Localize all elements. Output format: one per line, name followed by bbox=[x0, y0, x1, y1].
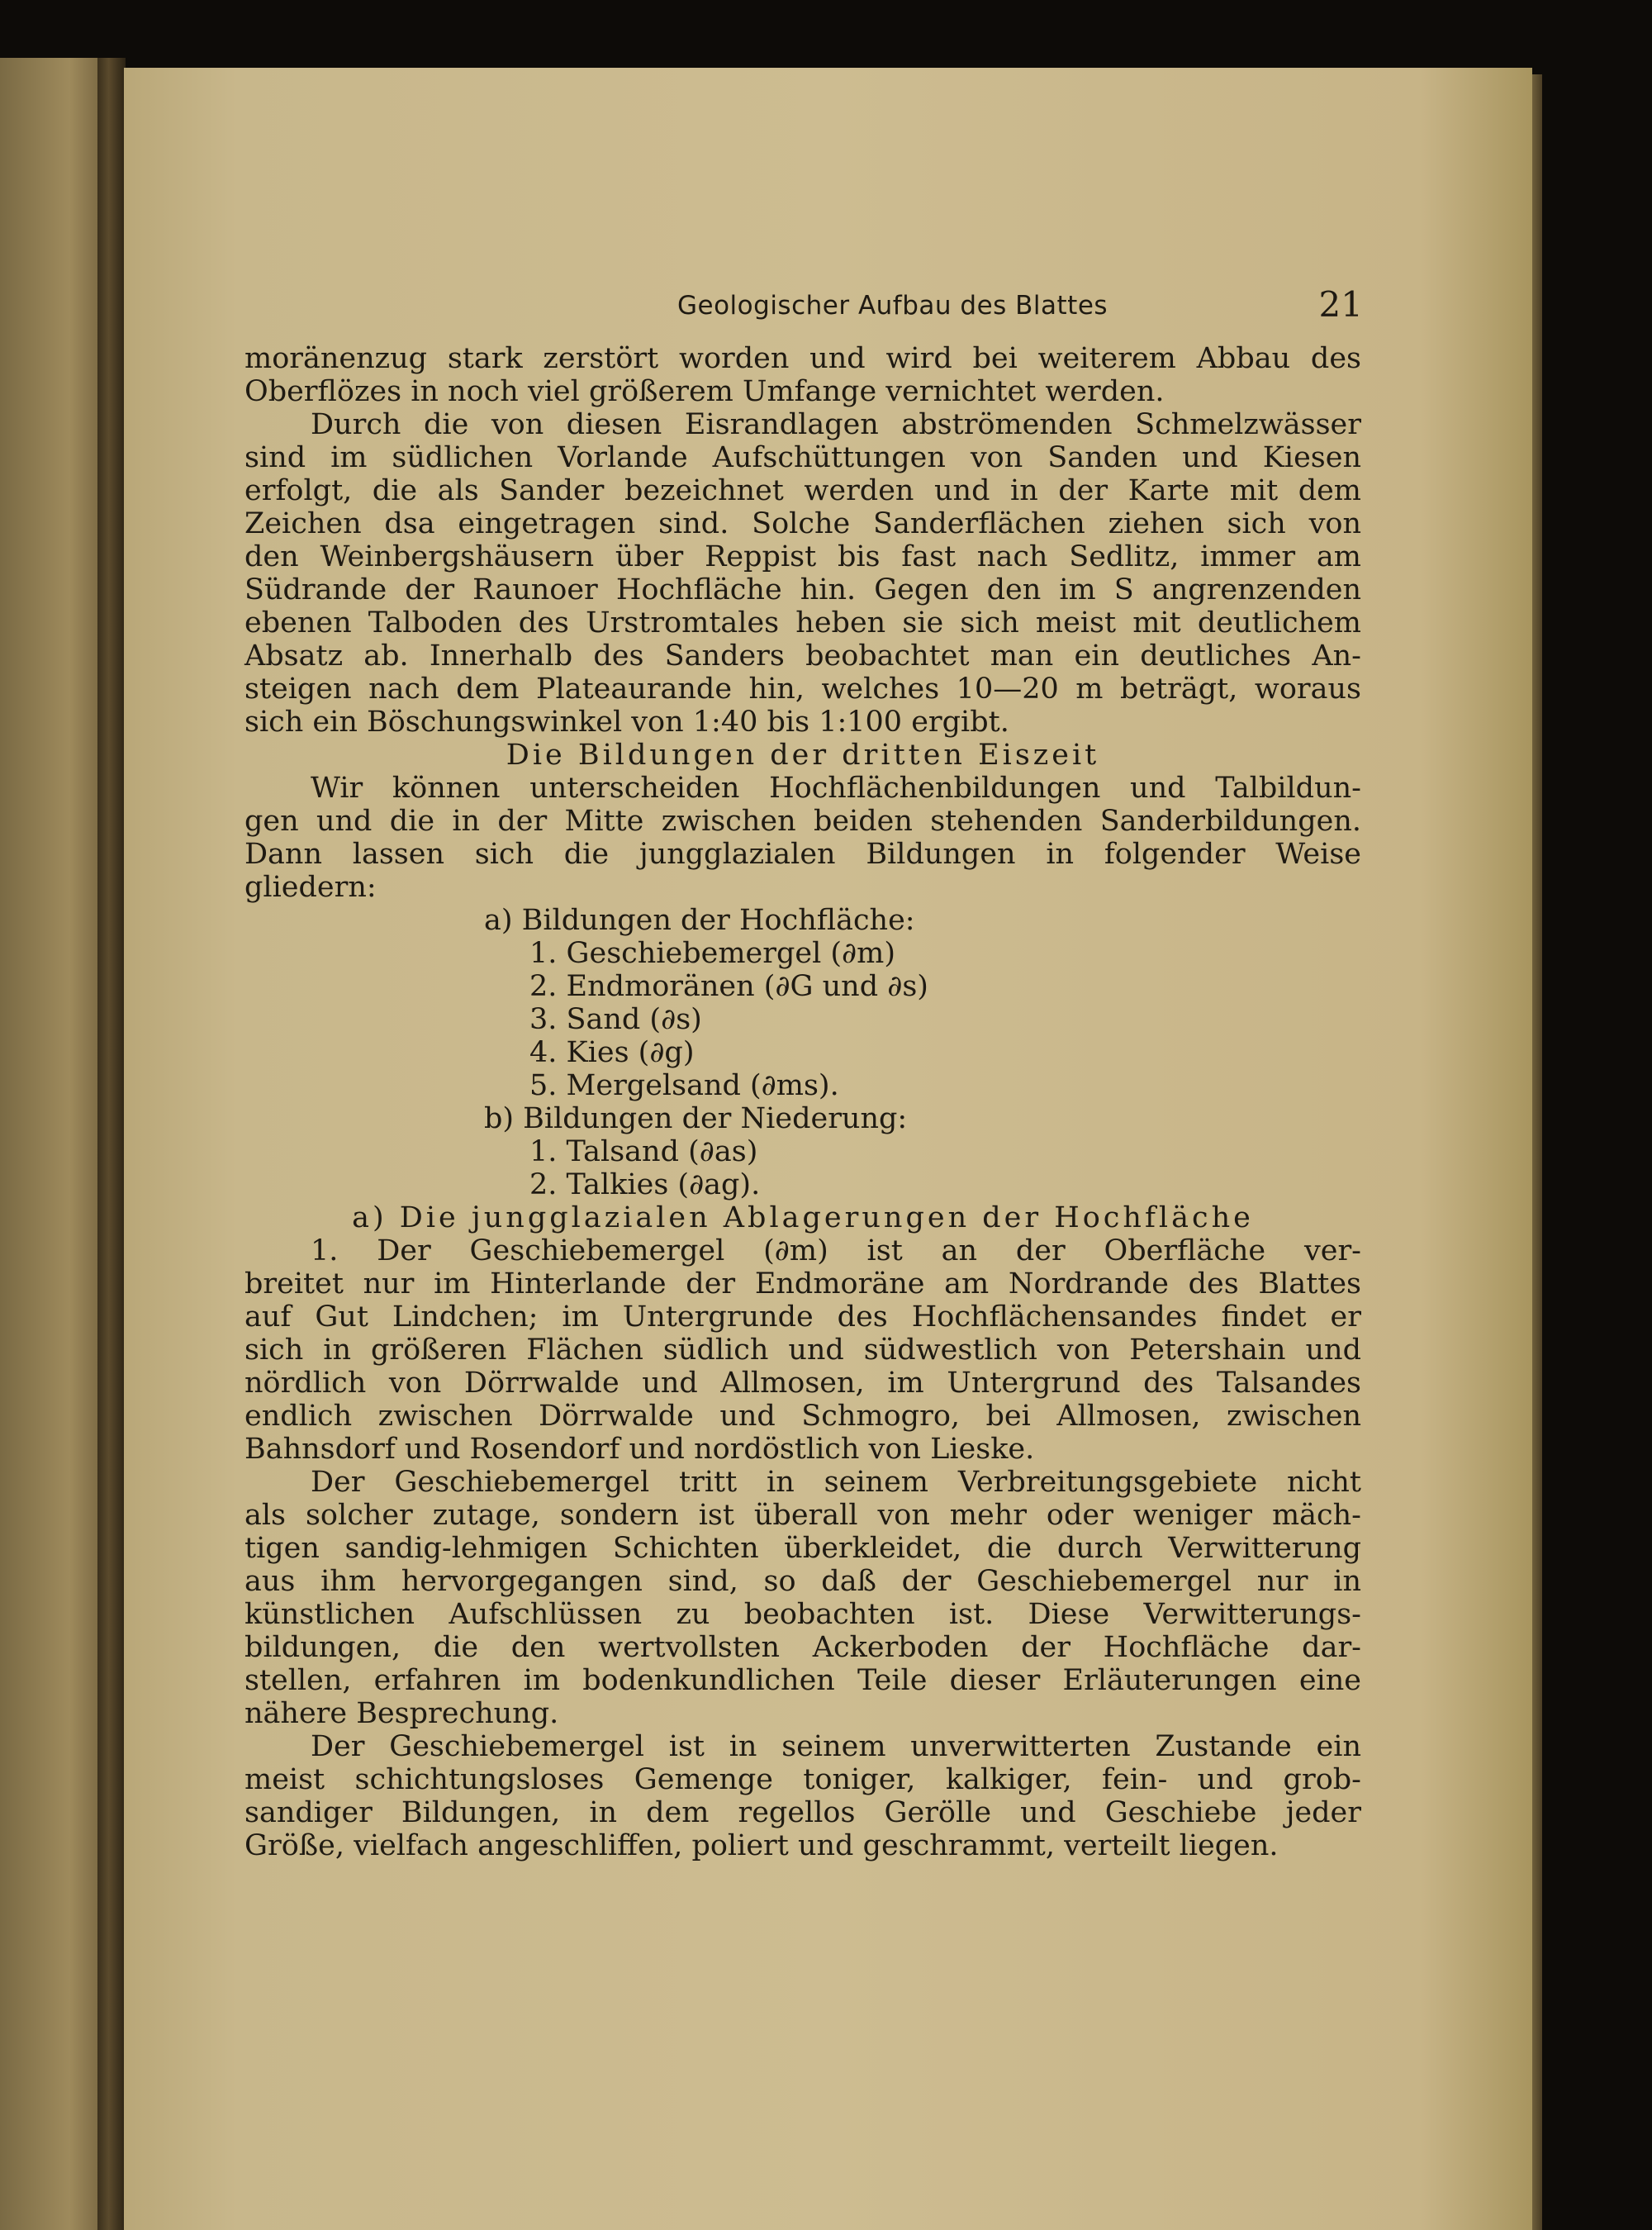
text-line: Bahnsdorf und Rosendorf und nordöstlich von Lieske. bbox=[244, 1433, 1035, 1466]
text-line: Zeichen dsa eingetragen sind. Solche Sanderflächen ziehen sich von bbox=[244, 507, 1361, 540]
list-item: 3. Sand (∂s) bbox=[529, 1003, 702, 1036]
text-line: stellen, erfahren im bodenkundlichen Teile dieser Erläuterungen eine bbox=[244, 1664, 1361, 1697]
text-line: 1. Der Geschiebemergel (∂m) ist an der Oberfläche ver- bbox=[311, 1234, 1361, 1267]
text-line: nördlich von Dörrwalde und Allmosen, im Untergrund des Talsandes bbox=[244, 1367, 1361, 1400]
text-line: Oberflözes in noch viel größerem Umfange vernichtet werden. bbox=[244, 375, 1165, 408]
text-line: Südrande der Raunoer Hochfläche hin. Gegen den im S angrenzenden bbox=[244, 573, 1361, 606]
text-line: Der Geschiebemergel ist in seinem unverwitterten Zustande ein bbox=[311, 1730, 1361, 1763]
text-line: endlich zwischen Dörrwalde und Schmogro, bei Allmosen, zwischen bbox=[244, 1400, 1361, 1433]
text-line: sich in größeren Flächen südlich und südwestlich von Petershain und bbox=[244, 1334, 1361, 1367]
body-text bbox=[244, 342, 1361, 1862]
page-header bbox=[537, 284, 1363, 342]
list-item: 4. Kies (∂g) bbox=[529, 1036, 695, 1069]
list-item: 1. Geschiebemergel (∂m) bbox=[529, 937, 895, 970]
book-spine bbox=[97, 58, 126, 2230]
subsection-heading: a) Die jungglazialen Ablagerungen der Hochfläche bbox=[352, 1201, 1254, 1234]
page-number: 21 bbox=[1318, 284, 1363, 325]
text-line: breitet nur im Hinterlande der Endmoräne am Nordrande des Blattes bbox=[244, 1267, 1361, 1300]
section-heading: Die Bildungen der dritten Eiszeit bbox=[506, 739, 1100, 772]
list-item: 2. Talkies (∂ag). bbox=[529, 1168, 761, 1201]
text-line: als solcher zutage, sondern ist überall von mehr oder weniger mäch- bbox=[244, 1499, 1361, 1532]
running-head: Geologischer Aufbau des Blattes bbox=[677, 291, 1108, 321]
text-line: erfolgt, die als Sander bezeichnet werden und in der Karte mit dem bbox=[244, 474, 1361, 507]
text-line: Durch die von diesen Eisrandlagen abströmenden Schmelzwässer bbox=[311, 408, 1361, 441]
text-line: aus ihm hervorgegangen sind, so daß der Geschiebemergel nur in bbox=[244, 1565, 1361, 1598]
list-item: 1. Talsand (∂as) bbox=[529, 1135, 758, 1168]
classification-list bbox=[244, 904, 1361, 1201]
paragraph-4 bbox=[244, 1234, 1361, 1466]
paragraph-6 bbox=[244, 1730, 1361, 1862]
list-group-label: b) Bildungen der Niederung: bbox=[484, 1102, 908, 1135]
text-line: meist schichtungsloses Gemenge toniger, kalkiger, fein- und grob- bbox=[244, 1763, 1361, 1796]
text-line: nähere Besprechung. bbox=[244, 1697, 559, 1730]
paragraph-5 bbox=[244, 1466, 1361, 1730]
text-line: Wir können unterscheiden Hochflächenbildungen und Talbildun- bbox=[311, 772, 1361, 805]
list-group-label: a) Bildungen der Hochfläche: bbox=[484, 904, 915, 937]
text-line: gen und die in der Mitte zwischen beiden stehenden Sanderbildungen. bbox=[244, 805, 1361, 838]
text-line: auf Gut Lindchen; im Untergrunde des Hochflächensandes findet er bbox=[244, 1300, 1361, 1334]
text-line: sind im südlichen Vorlande Aufschüttungen von Sanden und Kiesen bbox=[244, 441, 1361, 474]
text-line: Größe, vielfach angeschliffen, poliert und geschrammt, verteilt liegen. bbox=[244, 1829, 1279, 1862]
paragraph-2 bbox=[244, 408, 1361, 739]
text-line: Dann lassen sich die jungglazialen Bildungen in folgender Weise bbox=[244, 838, 1361, 871]
text-line: künstlichen Aufschlüssen zu beobachten ist. Diese Verwitterungs- bbox=[244, 1598, 1361, 1631]
text-line: tigen sandig-lehmigen Schichten überkleidet, die durch Verwitterung bbox=[244, 1532, 1361, 1565]
paragraph-1 bbox=[244, 342, 1361, 408]
list-item: 5. Mergelsand (∂ms). bbox=[529, 1069, 839, 1102]
book-page bbox=[124, 68, 1532, 2230]
text-line: Absatz ab. Innerhalb des Sanders beobachtet man ein deutliches An- bbox=[244, 640, 1361, 673]
paragraph-3 bbox=[244, 772, 1361, 904]
text-line: Der Geschiebemergel tritt in seinem Verbreitungsgebiete nicht bbox=[311, 1466, 1361, 1499]
text-line: bildungen, die den wertvollsten Ackerboden der Hochfläche dar- bbox=[244, 1631, 1361, 1664]
text-line: gliedern: bbox=[244, 871, 377, 904]
text-line: sich ein Böschungswinkel von 1:40 bis 1:100 ergibt. bbox=[244, 706, 1009, 739]
text-line: den Weinbergshäusern über Reppist bis fast nach Sedlitz, immer am bbox=[244, 540, 1361, 573]
text-line: ebenen Talboden des Urstromtales heben sie sich meist mit deutlichem bbox=[244, 606, 1361, 640]
text-line: sandiger Bildungen, in dem regellos Gerölle und Geschiebe jeder bbox=[244, 1796, 1361, 1829]
text-line: moränenzug stark zerstört worden und wird bei weiterem Abbau des bbox=[244, 342, 1361, 375]
text-line: steigen nach dem Plateaurande hin, welches 10—20 m beträgt, woraus bbox=[244, 673, 1361, 706]
list-item: 2. Endmoränen (∂G und ∂s) bbox=[529, 970, 928, 1003]
